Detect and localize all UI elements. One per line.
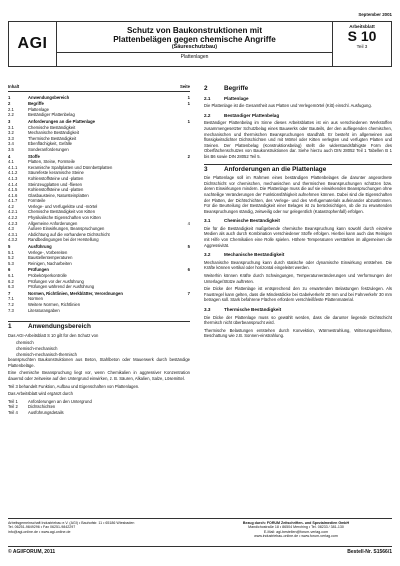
toc-title: Thermische Beständigkeit xyxy=(28,135,77,141)
footer-line: Bezug durch: FORUM Zeitschriften- und Spezialmedien GmbH xyxy=(242,521,350,525)
publisher-footer xyxy=(8,518,392,539)
toc-title: Verlege-, Vorbereiten xyxy=(28,249,68,255)
paragraph: Die Dicke der Plattenlage ist entsprechend den zu erwartenden Belastungen festzulegen. Als Faustregel kann gelten, dass die Mindestdicke bei Gabelverkehr 20 mm und bei Fahrverkehr 30 mm betragen soll. Stark befahrene Flächen erfordern verschleißfeste Plattenmaterial. xyxy=(204,286,392,303)
sheet-info xyxy=(333,22,391,66)
toc-number: 4.1.5 xyxy=(8,187,18,193)
footer-link[interactable]: info@agi-online.de • www.agi-online.de xyxy=(8,529,71,534)
toc-page xyxy=(180,147,190,153)
section-title: Begriffe xyxy=(224,85,249,92)
toc-page: 5 xyxy=(187,244,190,250)
toc-page: 7 xyxy=(187,290,190,296)
toc-title: Äußere Einwirkungen, Beanspruchungen xyxy=(28,226,105,232)
subsection-title: Beständiger Plattenbelag xyxy=(224,112,280,118)
toc-title: Begriffe xyxy=(28,101,44,107)
subsection-number: 3.1 xyxy=(204,218,211,224)
paragraph: Die für die Beständigkeit maßgebende chemische Beanspruchung kann sowohl durch einzelne Medien als auch durch Kombination verschiedener Stoffe erfolgen. Hierbei kann auch das Reinigen mit Hilfe von Chemikalien eine Rolle spielen. Höhere Temperaturen verstärken im allgemeinen die Aggressivität. xyxy=(204,225,392,248)
toc-page: 2 xyxy=(187,153,190,159)
toc-title: Sonderanforderungen xyxy=(28,146,69,152)
toc-title: Keramische Spaltplatten und Dünnbettplatten xyxy=(28,164,113,170)
subsection-heading xyxy=(204,113,392,119)
toc-number: 7.2 xyxy=(8,301,14,307)
right-column xyxy=(204,84,392,341)
toc-title: Beständiger Plattenbelag xyxy=(28,112,75,118)
toc-title: Allgemeine Anforderungen xyxy=(28,220,78,226)
toc-row[interactable] xyxy=(8,308,190,314)
subsection-title: Mechanische Beständigkeit xyxy=(224,252,285,258)
subsection-number: 3.3 xyxy=(204,307,211,312)
toc-title: Verlege- und Verfugekitte und -mörtel xyxy=(28,203,98,209)
footer-line: Mandichostraße 18 • 86504 Merching • Tel. 08233 / 381-130 xyxy=(248,525,344,530)
toc-number: 4.3.2 xyxy=(8,237,18,243)
toc-number: 6.2 xyxy=(8,278,14,284)
section-number: 1 xyxy=(8,323,12,331)
toc-number: 4.1.1 xyxy=(8,164,18,170)
toc-number: 4 xyxy=(8,153,11,159)
paragraph: Die Dicke der Plattenlage muss so gewählt werden, dass die darunter liegende Dichtschicht thermisch nicht überbeansprucht wird. xyxy=(204,314,392,326)
toc-row[interactable] xyxy=(8,147,190,153)
toc-number: 4.1.7 xyxy=(8,198,18,204)
toc-page xyxy=(180,308,190,314)
toc-number: 6.1 xyxy=(8,273,14,278)
toc-row[interactable] xyxy=(8,261,190,267)
toc-title: Probekörperkontrolle xyxy=(28,273,67,278)
toc-page: 6 xyxy=(187,267,190,273)
footer-right xyxy=(200,521,392,539)
toc-number: 2.1 xyxy=(8,106,14,112)
toc-number: 2 xyxy=(8,101,11,107)
toc-number: 3 xyxy=(8,118,11,124)
list-item: chemisch-mechanisch xyxy=(16,345,58,351)
part-number: Teil 4 xyxy=(8,409,18,415)
toc-number: 5.1 xyxy=(8,249,14,255)
toc-page: 1 xyxy=(187,101,190,107)
toc-number: 5.3 xyxy=(8,260,14,266)
toc-title: Kohlenstoffsteine und -platten xyxy=(28,187,84,193)
paragraph: Beständiger Plattenbelag im Sinne dieses Arbeitsblattes ist ein aus verschiedenen Werkstoffen zusammengesetzter Schutzbelag eines Bauwerks oder Bauteils, der den aufliegenden chemischen, mechanischen und thermischen Beanspruchungen standhält. Er besteht im allgemeinen aus flüssigkeitsdichter Dichtschichten und mit Mörtel oder Kitten verlegten und verfugten Platten und Steinen. Der Plattenbelag (Konstruktionsbelag) stellt die widerstandsfähigste Form des Oberflächenschutzes von Baukonstruktionen dar. Siehe hierzu auch DIN 28052 Teil 1 Tabellen B 1 bis B6 sowie DIN 28052 Teil 5. xyxy=(204,120,392,159)
toc-title: Formteile xyxy=(28,198,46,204)
section-title: Anwendungsbereich xyxy=(28,323,91,331)
toc-title: Anwendungsbereich xyxy=(28,94,70,100)
list-item: chemisch-mechanisch-thermisch xyxy=(16,351,77,357)
part-number: Teil 1 xyxy=(8,398,18,404)
subsection-title: Chemische Beständigkeit xyxy=(224,218,280,224)
toc-number: 5 xyxy=(8,244,11,250)
toc-number: 4.1 xyxy=(8,159,14,165)
toc-title: Ebenflächigkeit, Gefälle xyxy=(28,141,72,147)
toc-number: 5.2 xyxy=(8,255,14,261)
toc-row[interactable] xyxy=(8,284,190,290)
toc-title: Glasbausteine, Natursteinplatten xyxy=(28,192,89,198)
issue-date: September 2001 xyxy=(358,12,392,17)
list-item xyxy=(8,410,190,416)
table-of-contents xyxy=(8,95,190,314)
footer-link[interactable]: www.industriebau-online.de • www.forum-verlag.com xyxy=(254,534,338,539)
subsection-heading xyxy=(204,307,392,313)
section-number: 3 xyxy=(204,165,208,173)
toc-row[interactable] xyxy=(8,95,190,101)
toc-page xyxy=(180,261,190,267)
subsection-number: 2.1 xyxy=(204,95,211,101)
subsection-title: Plattenlage xyxy=(224,95,249,101)
left-column xyxy=(8,84,190,415)
document-header xyxy=(8,21,392,67)
toc-number: 4.3.1 xyxy=(8,231,18,237)
toc-title: Plattenlage xyxy=(28,106,49,112)
footer-link[interactable]: E-Mail: agi-bestellen@forum-verlag.com xyxy=(263,529,329,534)
paragraph: Die Plattenlage soll im Rahmen eines beständigen Plattenbelages die darunter angeordnete Dichtschicht vor chemischen, mechanischen und thermischen Beanspruchungen schützen bzw. deren Einwirkungen mindern. Die Plattenlage muss die auf sie einwirkenden Beanspruchungen ohne nachteilige Veränderungen der Funktionsfähigkeit aufnehmen können. Dabei sind die Eigenschaften der Platten, der Dichtschichten, des Verlege- und des Verfugematerials aufeinander abzustimmen. Für die Beurteilung der Beständigkeit einer Belages ist zu berücksichtigen, ob die zu erwartenden Beanspruchungen ständig, zeitweilig oder nur gelegentlich (Katastrophenfall) erfolgen. xyxy=(204,175,392,214)
toc-title: Randbedingungen bei der Herstellung xyxy=(28,237,99,243)
toc-title: Reinigen, Nacharbeiten xyxy=(28,260,72,266)
toc-row[interactable] xyxy=(8,237,190,243)
footer-left xyxy=(8,521,200,539)
toc-number: 3.1 xyxy=(8,124,14,130)
sheet-part: Teil 3 xyxy=(356,44,368,49)
toc-title: Normen xyxy=(28,296,43,302)
paragraph: Das Arbeitsblatt wird ergänzt durch xyxy=(8,391,73,397)
part-title: Anforderungen an den Untergrund xyxy=(28,398,92,404)
page-bottom-bar xyxy=(8,546,392,555)
paragraph: Die Plattenlage ist die Gesamtheit aus Platten und Verlegemörtel (Kitt) einschl. Ausfugung. xyxy=(204,103,372,109)
toc-number: 3.3 xyxy=(8,135,14,141)
toc-page xyxy=(180,237,190,243)
toc-title: Prüfungen während der Ausführung xyxy=(28,284,95,290)
toc-number: 2.2 xyxy=(8,112,14,118)
section-2-heading xyxy=(204,84,392,92)
toc-head-right: Seite xyxy=(179,84,190,89)
toc-title: Mechanische Beständigkeit xyxy=(28,130,79,136)
subsection-heading xyxy=(204,218,392,224)
toc-number: 4.1.4 xyxy=(8,181,18,187)
toc-number: 4.2.3 xyxy=(8,220,18,226)
sheet-label: Arbeitsblatt xyxy=(349,24,375,29)
toc-title: Literaturangaben xyxy=(28,307,60,313)
part-title: Dichtschichten xyxy=(28,404,56,410)
toc-title: Prüfungen xyxy=(28,267,49,273)
document-title xyxy=(57,22,333,66)
toc-number: 4.3 xyxy=(8,226,14,232)
toc-title: Prüfungen vor der Ausführung xyxy=(28,278,84,284)
toc-title: Platten, Steine, Formteile xyxy=(28,159,76,165)
toc-number: 3.4 xyxy=(8,141,14,147)
list-item: chemisch xyxy=(16,340,34,346)
section-3-heading xyxy=(204,164,392,173)
toc-number: 4.2 xyxy=(8,203,14,209)
agi-logo: AGI xyxy=(9,22,57,66)
title-line-3: (Säureschutzbau) xyxy=(171,44,218,51)
paragraph: Thermische Belastungen entstehen durch Konvektion, Wärmestrahlung, Witterungseinflüsse, Beschattung wie z.B. Sonnen-einstrahlung. xyxy=(204,327,392,339)
toc-number: 4.2.2 xyxy=(8,215,18,221)
document-subtitle: Plattenlagen xyxy=(57,52,332,60)
toc-title: Chemische Beständigkeit von Kitten xyxy=(28,209,96,215)
footer-line: Arbeitsgemeinschaft Industriebau e.V. (AGI) • Bauhofstr. 11 • 65186 Wiesbaden xyxy=(8,521,135,525)
paragraph: Mechanische Beanspruchung kann durch statische oder dynamische Einwirkung entstehen. Die Kräfte können vertikal oder horizontal eingeleitet werden. xyxy=(204,259,392,271)
paragraph: beanspruchten Baukonstruktionen aus Beton, Stahlbeton oder Mauerwerk durch beständige Plattenbeläge. xyxy=(8,357,190,368)
document-page xyxy=(8,8,392,558)
order-number: Bestell-Nr. S1566/1 xyxy=(347,549,392,555)
toc-number: 4.1.3 xyxy=(8,175,18,181)
subsection-number: 3.2 xyxy=(204,252,211,258)
toc-title: Baustellentemperaturen xyxy=(28,255,73,261)
toc-page: 1 xyxy=(187,94,190,100)
copyright: © AGI/FORUM, 2011 xyxy=(8,549,56,555)
toc-title: Weitere Normen, Richtlinien xyxy=(28,301,81,307)
subsection-number: 2.2 xyxy=(204,112,211,118)
toc-row[interactable] xyxy=(8,112,190,118)
toc-number: 4.1.6 xyxy=(8,192,18,198)
toc-title: Anforderungen an die Plattenlage xyxy=(28,118,96,124)
toc-number: 6.3 xyxy=(8,284,14,290)
section-number: 2 xyxy=(204,85,208,92)
sheet-number: S 10 xyxy=(347,28,377,44)
toc-number: 7.1 xyxy=(8,296,14,302)
toc-title: Chemische Beständigkeit xyxy=(28,124,76,130)
toc-title: Säurefeste keramische Steine xyxy=(28,170,84,176)
toc-page: 1 xyxy=(187,118,190,124)
toc-number: 1 xyxy=(8,94,11,100)
toc-number: 6 xyxy=(8,267,11,273)
toc-title: Normen, Richtlinien, Merkblätter, Verordnungen xyxy=(28,290,123,296)
paragraph: Teil 3 behandelt Funktion, Aufbau und Eigenschaften von Plattenlagen. xyxy=(8,383,140,389)
toc-title: Abdichtung auf die vorhandene Dichtschicht xyxy=(28,231,110,237)
paragraph: Eine chemische Beanspruchung liegt vor, wenn Chemikalien in aggressiver Konzentration dauernd oder zeitweise auf den Untergrund einwirken, z. B. Säuren, Alkalien, Salze, Lösemittel. xyxy=(8,370,190,381)
toc-number: 7 xyxy=(8,290,11,296)
toc-number: 3.5 xyxy=(8,146,14,152)
subsection-heading xyxy=(204,96,392,102)
section-title: Anforderungen an die Plattenlage xyxy=(224,165,327,173)
part-title: Ausführungsdetails xyxy=(28,409,64,415)
toc-number: 4.1.2 xyxy=(8,170,18,176)
toc-header xyxy=(8,84,190,92)
subsection-title: Thermische Beständigkeit xyxy=(224,307,282,312)
toc-title: Stoffe xyxy=(28,153,40,159)
toc-number: 4.2.1 xyxy=(8,209,18,215)
toc-number: 7.3 xyxy=(8,307,14,313)
subsection-heading xyxy=(204,252,392,258)
scope-list xyxy=(8,340,190,357)
toc-page xyxy=(180,284,190,290)
toc-head-left: Inhalt xyxy=(8,84,20,89)
part-number: Teil 2 xyxy=(8,404,18,410)
paragraph: Weiterhin können Kräfte durch Schwingungen, Temperaturveränderungen und Verformungen der Unterlage/Stütze auftreten. xyxy=(204,273,392,284)
toc-page: 4 xyxy=(187,220,190,226)
toc-title: Ausführung xyxy=(28,244,52,250)
toc-title: Steinzeugplatten und -fliesen xyxy=(28,181,83,187)
toc-page xyxy=(180,112,190,118)
paragraph: Das AGI-Arbeitsblatt S 10 gilt für den Schutz von xyxy=(8,332,99,338)
section-1-heading xyxy=(8,321,190,330)
title-line-1: Schutz von Baukonstruktionen mit xyxy=(126,26,263,35)
toc-title: Physikalische Eigenschaften von Kitten xyxy=(28,215,101,221)
toc-number: 3.2 xyxy=(8,130,14,136)
toc-title: Kohlenstoffsteine und -platten xyxy=(28,175,84,181)
footer-line: Tel. 06251-9849296 • Fax 06251-9842297 xyxy=(8,525,76,530)
title-line-2: Plattenbelägen gegen chemische Angriffe xyxy=(113,35,276,45)
